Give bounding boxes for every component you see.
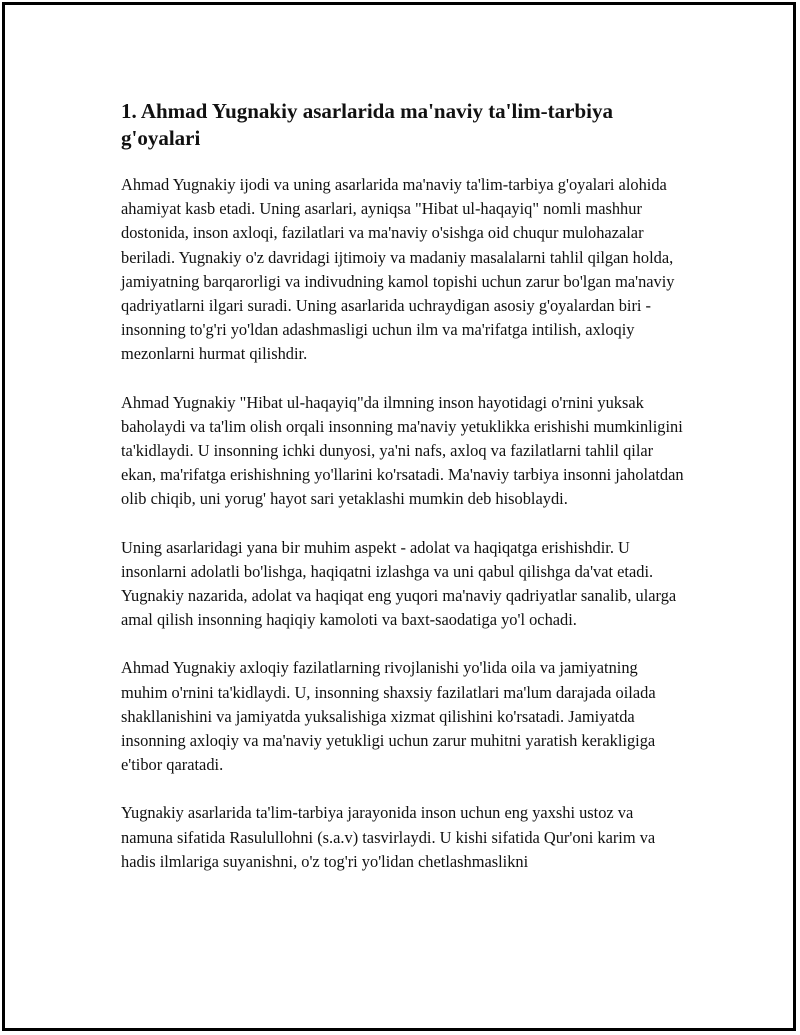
- section-heading: 1. Ahmad Yugnakiy asarlarida ma'naviy ta'lim-tarbiya g'oyalari: [121, 99, 614, 150]
- document-body: [121, 98, 685, 898]
- paragraph-2: Ahmad Yugnakiy "Hibat ul-haqayiq"da ilmning inson hayotidagi o'rnini yuksak baholaydi va ta'lim olish orqali insonning ma'naviy yetuklikka erishishi mumkinligini ta'kidlaydi. U insonning ichki dunyosi, ya'ni nafs, axloq va fazilatlarni tahlil qilar ekan, ma'rifatga erishishning yo'llarini ko'rsatadi. Ma'naviy tarbiya insonni jaholatdan olib chiqib, uni yorug' hayot sari yetaklashi mumkin deb hisoblaydi.: [121, 392, 684, 509]
- page-frame: [2, 2, 796, 1031]
- paragraph-3: Uning asarlaridagi yana bir muhim aspekt - adolat va haqiqatga erishishdir. U insonlarni adolatli bo'lishga, haqiqatni izlashga va uni qabul qilishga da'vat etadi. Yugnakiy nazarida, adolat va haqiqat eng yuqori ma'naviy qadriyatlar sanalib, ularga amal qilish insonning haqiqiy kamoloti va baxt-saodatiga yo'l ochadi.: [121, 537, 677, 630]
- paragraph-1: Ahmad Yugnakiy ijodi va uning asarlarida ma'naviy ta'lim-tarbiya g'oyalari alohida ahamiyat kasb etadi. Uning asarlari, ayniqsa "Hibat ul-haqayiq" nomli mashhur dostonida, inson axloqi, fazilatlari va ma'naviy o'sishga oid chuqur mulohazalar beriladi. Yugnakiy o'z davridagi ijtimoiy va madaniy masalalarni tahlil qilgan holda, jamiyatning barqarorligi va indivudning kamol topishi uchun zarur bo'lgan ma'naviy qadriyatlarni ilgari suradi. Uning asarlarida uchraydigan asosiy g'oyalardan biri - insonning to'g'ri yo'ldan adashmasligi uchun ilm va ma'rifatga intilish, axloqiy mezonlarni hurmat qilishdir.: [121, 175, 675, 364]
- paragraph-4: Ahmad Yugnakiy axloqiy fazilatlarning rivojlanishi yo'lida oila va jamiyatning muhim o'rnini ta'kidlaydi. U, insonning shaxsiy fazilatlari ma'lum darajada oilada shakllanishini va jamiyatda yuksalishiga xizmat qilishini ko'rsatadi. Jamiyatda insonning axloqiy va ma'naviy yetukligi uchun zarur muhitni yaratish kerakligiga e'tibor qaratadi.: [121, 658, 656, 775]
- paragraph-5: Yugnakiy asarlarida ta'lim-tarbiya jarayonida inson uchun eng yaxshi ustoz va namuna sifatida Rasulullohni (s.a.v) tasvirlaydi. U kishi sifatida Qur'oni karim va hadis ilmlariga suyanishni, o'z tog'ri yo'lidan chetlashmaslikni: [121, 803, 656, 871]
